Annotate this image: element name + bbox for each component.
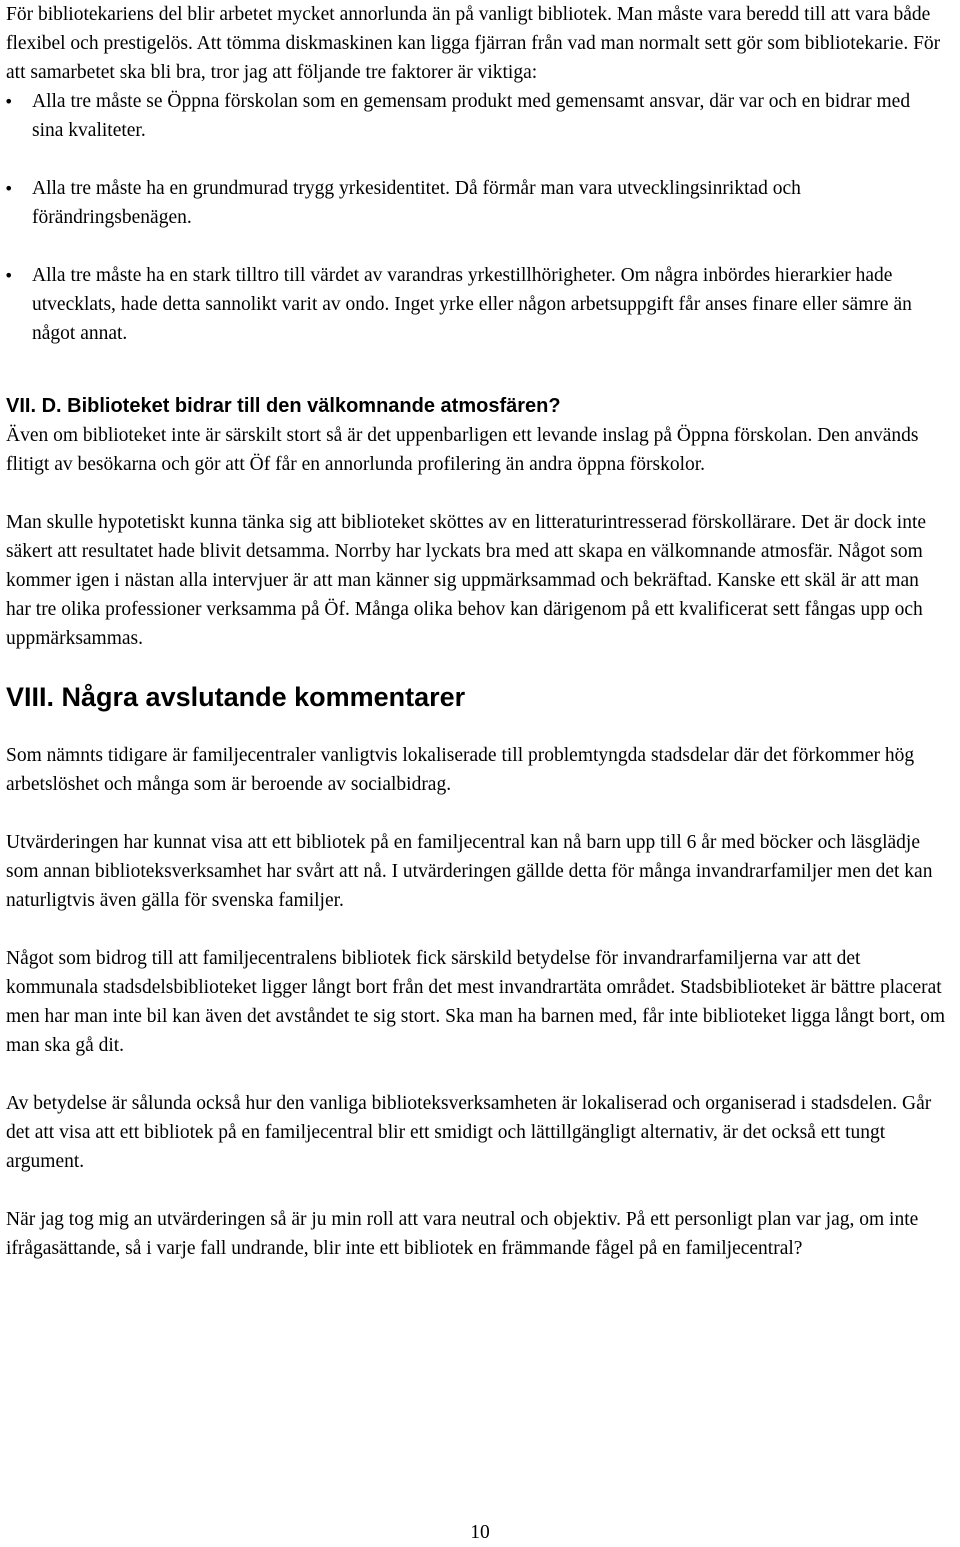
list-item: • Alla tre måste ha en stark tilltro till värdet av varandras yrkestillhörigheter. Om några inbördes hierarkier hade utvecklats, hade detta sannolikt varit av ondo. Inget yrke eller någon arbetsuppgift får anses finare eller sämre än något annat.	[6, 261, 946, 348]
paragraph: Som nämnts tidigare är familjecentraler vanligtvis lokaliserade till problemtyngda stadsdelar där det förkommer hög arbetslöshet och många som är beroende av socialbidrag.	[6, 745, 915, 795]
paragraph: Något som bidrog till att familjecentralens bibliotek fick särskild betydelse för invandrarfamiljerna var att det kommunala stadsdelsbiblioteket ligger långt bort från det mest invandrartäta området. Stadsbiblioteket är bättre placerat men har man inte bil kan även det avståndet te sig stort. Ska man ha barnen med, får inte biblioteket ligga långt bort, om man ska gå dit.	[6, 948, 945, 1056]
factors-list	[6, 87, 946, 348]
paragraph: Man skulle hypotetiskt kunna tänka sig att biblioteket sköttes av en litteraturintresserad förskollärare. Det är dock inte säkert att resultatet hade blivit detsamma. Norrby har lyckats bra med att skapa en välkomnande atmosfär. Något som kommer igen i nästan alla intervjuer är att man känner sig uppmärksammad och bekräftad. Kanske ett skäl är att man har tre olika professioner verksamma på Öf. Många olika behov kan därigenom på ett kvalificerat sett fångas upp och uppmärksammas.	[6, 512, 927, 649]
paragraph: Utvärderingen har kunnat visa att ett bibliotek på en familjecentral kan nå barn upp till 6 år med böcker och läsglädje som annan biblioteksverksamhet har svårt att nå. I utvärderingen gällde detta för många invandrarfamiljer men det kan naturligtvis även gälla för svenska familjer.	[6, 832, 933, 911]
page-number: 10	[470, 1522, 490, 1543]
section-heading-vii-d: VII. D. Biblioteket bidrar till den välkomnande atmosfären?	[6, 395, 561, 417]
document-page	[6, 0, 946, 1263]
intro-paragraph: För bibliotekariens del blir arbetet mycket annorlunda än på vanligt bibliotek. Man måste vara beredd till att vara både flexibel och prestigelös. Att tömma diskmaskinen kan ligga fjärran från vad man normalt sett gör som bibliotekarie. För att samarbetet ska bli bra, tror jag att följande tre faktorer är viktiga:	[6, 4, 941, 83]
paragraph: När jag tog mig an utvärderingen så är ju min roll att vara neutral och objektiv. På ett personligt plan var jag, om inte ifrågasättande, så i varje fall undrande, blir inte ett bibliotek en främmande fågel på en familjecentral?	[6, 1209, 919, 1259]
section-heading-viii: VIII. Några avslutande kommentarer	[6, 682, 466, 712]
paragraph: Även om biblioteket inte är särskilt stort så är det uppenbarligen ett levande inslag på Öppna förskolan. Den används flitigt av besökarna och gör att Öf får en annorlunda profilering än andra öppna förskolor.	[6, 425, 919, 475]
paragraph: Av betydelse är sålunda också hur den vanliga biblioteksverksamheten är lokaliserad och organiserad i stadsdelen. Går det att visa att ett bibliotek på en familjecentral blir ett smidigt och lättillgängligt alternativ, är det också ett tungt argument.	[6, 1093, 932, 1172]
list-item: • Alla tre måste se Öppna förskolan som en gemensam produkt med gemensamt ansvar, där var och en bidrar med sina kvaliteter.	[6, 87, 946, 145]
list-item: • Alla tre måste ha en grundmurad trygg yrkesidentitet. Då förmår man vara utvecklingsinriktad och förändringsbenägen.	[6, 174, 946, 232]
